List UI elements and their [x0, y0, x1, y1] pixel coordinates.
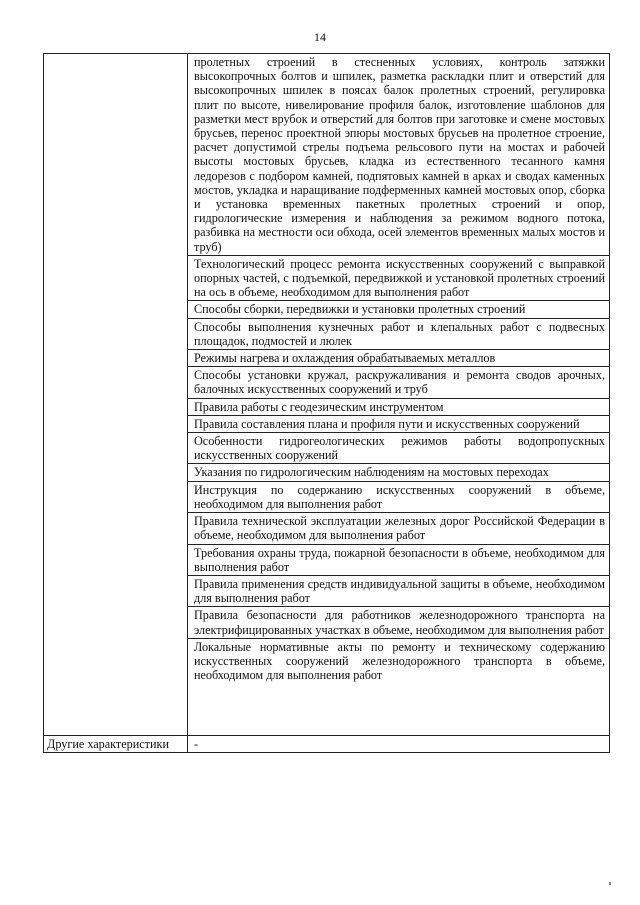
- knowledge-item: Правила работы с геодезическим инструментом: [188, 399, 609, 416]
- knowledge-item: Способы установки кружал, раскружаливания и ремонта сводов арочных, балочных искусственных сооружений и труб: [188, 367, 609, 398]
- knowledge-item: Режимы нагрева и охлаждения обрабатываемых металлов: [188, 350, 609, 367]
- other-characteristics-row: [44, 735, 609, 753]
- scan-speck: [609, 882, 611, 885]
- knowledge-items: [188, 54, 609, 735]
- knowledge-item: Локальные нормативные акты по ремонту и техническому содержанию искусственных сооружений железнодорожного транспорта в объеме, необходимом для выполнения работ: [194, 639, 605, 683]
- knowledge-item: Способы выполнения кузнечных работ и клепальных работ с подвесных площадок, подмостей и люлек: [188, 319, 609, 350]
- knowledge-item: Правила применения средств индивидуальной защиты в объеме, необходимом для выполнения работ: [188, 576, 609, 607]
- knowledge-item: Правила составления плана и профиля пути и искусственных сооружений: [188, 416, 609, 433]
- page-number: 14: [314, 30, 326, 44]
- other-characteristics-value: -: [194, 737, 199, 751]
- knowledge-row: [44, 54, 609, 735]
- knowledge-item: Способы сборки, передвижки и установки пролетных строений: [188, 301, 609, 318]
- knowledge-item: Правила безопасности для работников железнодорожного транспорта на электрифицированных участках в объеме, необходимом для выполнения работ: [188, 607, 609, 638]
- knowledge-label-cell: [44, 54, 188, 735]
- knowledge-item: Указания по гидрологическим наблюдениям на мостовых переходах: [188, 464, 609, 481]
- requirements-table: [43, 53, 610, 753]
- knowledge-item: Особенности гидрогеологических режимов работы водопропускных искусственных сооружений: [188, 433, 609, 464]
- knowledge-item: Технологический процесс ремонта искусственных сооружений с выправкой опорных частей, с подъемкой, передвижкой и установкой пролетных строений на ось в объеме, необходимом для выполнения работ: [188, 256, 609, 302]
- knowledge-item: пролетных строений в стесненных условиях, контроль затяжки высокопрочных болтов и шпилек, разметка раскладки плит и отверстий для высокопрочных шпилек в поясах балок пролетных строений, регулировка плит по высоте, нивелирование профиля балок, изготовление шаблонов для разметки мест врубок и отверстий для болтов при заготовке и смене мостовых брусьев, перенос проектной эпюры мостовых брусьев на пролетное строение, расчет допустимой стрелы подъема рельсового пути на мостах и рабочей высоты мостовых брусьев, кладка из естественного тесанного камня ледорезов с подбором камней, подпятовых камней в арках и сводах каменных мостов, укладка и наращивание подферменных камней мостовых опор, сборка и установка временных пакетных пролетных строений и опор, гидрологические измерения и наблюдения за режимом водного потока, разбивка на местности оси обхода, осей элементов временных малых мостов и труб): [188, 54, 609, 256]
- knowledge-item: Правила технической эксплуатации железных дорог Российской Федерации в объеме, необходимом для выполнения работ: [188, 513, 609, 544]
- knowledge-item: Требования охраны труда, пожарной безопасности в объеме, необходимом для выполнения работ: [188, 545, 609, 576]
- knowledge-item: Инструкция по содержанию искусственных сооружений в объеме, необходимом для выполнения работ: [188, 482, 609, 513]
- other-characteristics-label: Другие характеристики: [44, 736, 188, 752]
